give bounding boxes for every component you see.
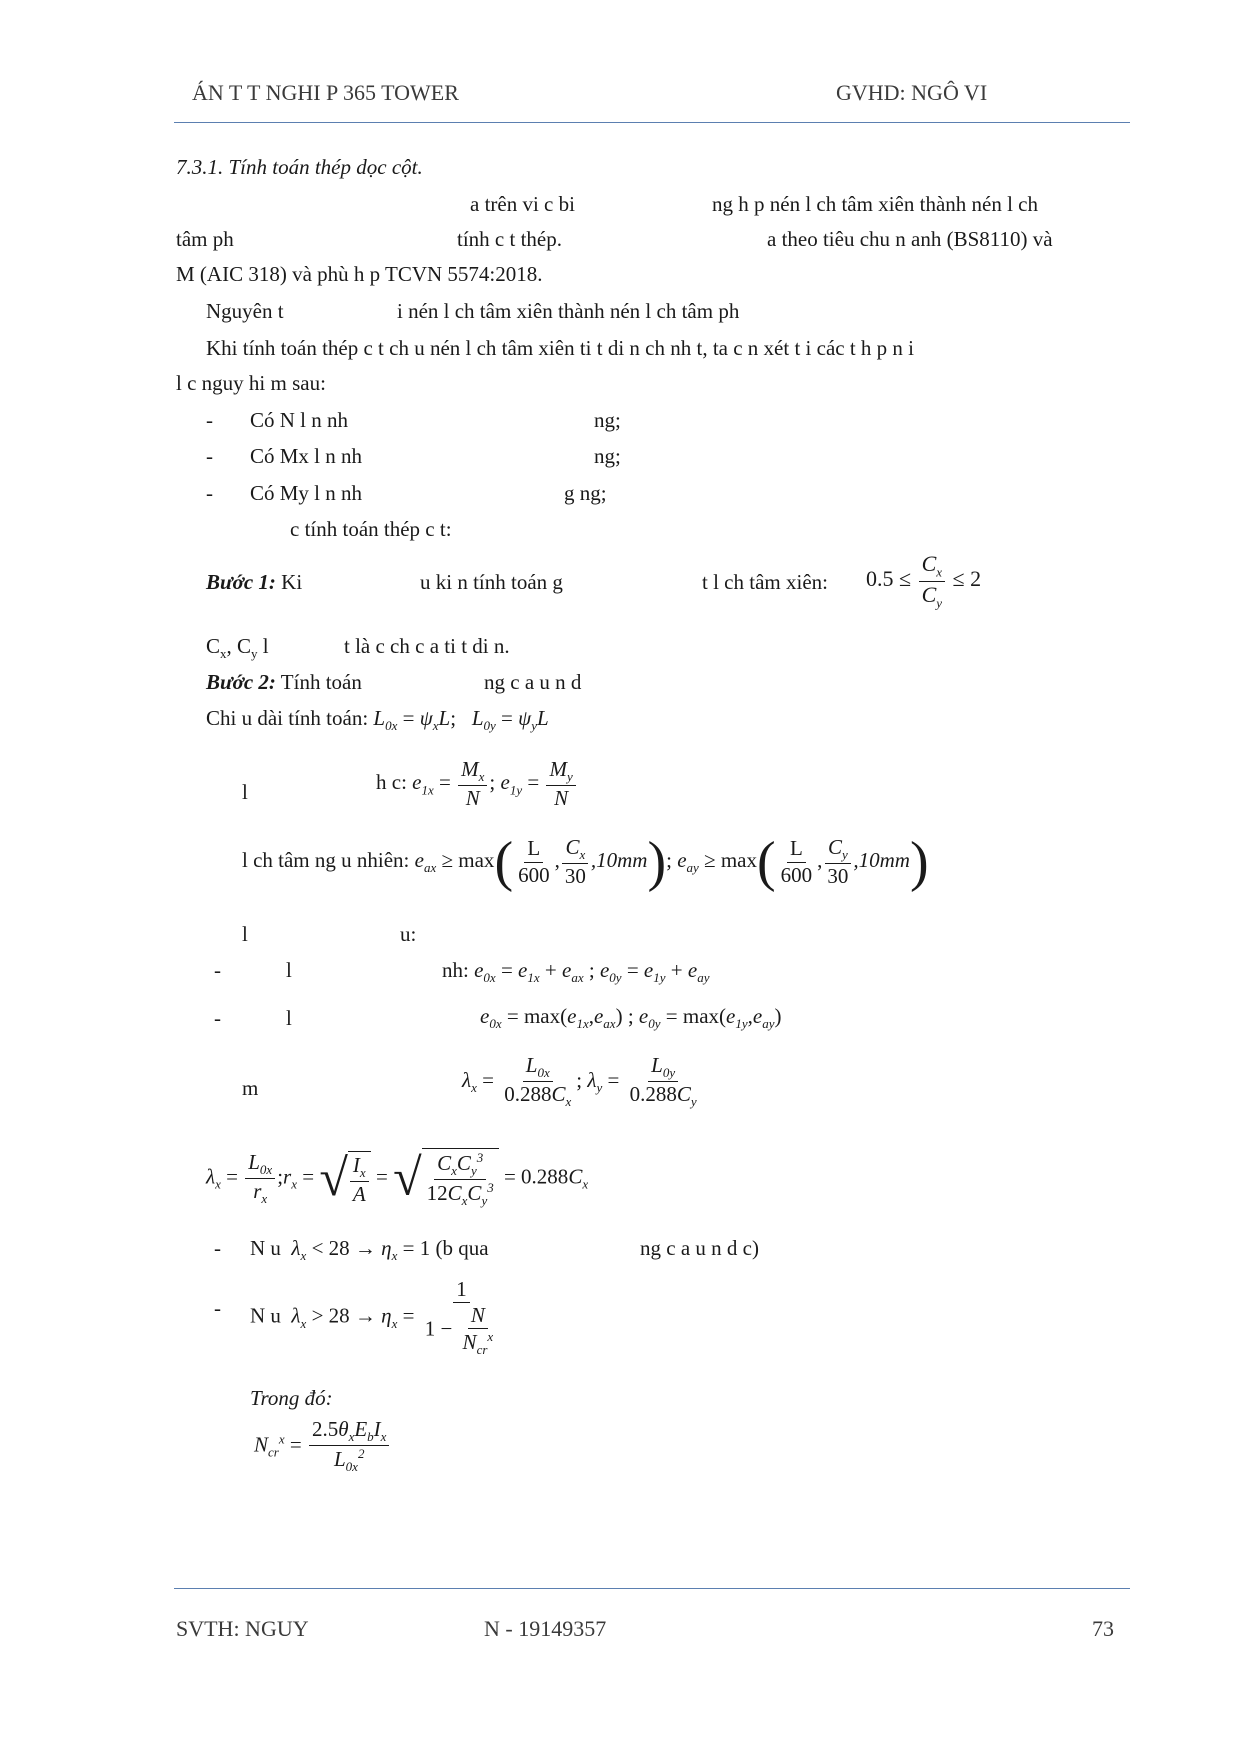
case3-b: g ng; (564, 481, 607, 505)
step1-line (206, 570, 302, 594)
case1-b: ng; (594, 408, 621, 432)
para1-l3: M (AIC 318) và phù h p TCVN 5574:2018. (176, 262, 543, 286)
step1-c: t l ch tâm xiên: (702, 570, 828, 594)
d1-formula: nh: $e_{0x} = e_{1x} + e_{ax}$ ; $e_{0y} = e_{1y} + e_{ay}$ (442, 958, 710, 986)
step1-condition: 0.5 ≤ $\frac{C_x}{C_y}$ ≤ 2 (866, 551, 982, 611)
header-rule (174, 122, 1130, 123)
page-number: 73 (1092, 1616, 1114, 1641)
case1-dash: - (206, 408, 213, 432)
step1-b: u ki n tính toán g (420, 570, 563, 594)
ecc-init-a: l (242, 922, 248, 946)
step1-a: Ki (281, 570, 303, 594)
where-label: Trong đó: (250, 1386, 333, 1410)
n2-dash: - (214, 1296, 221, 1320)
principle-b: i nén l ch tâm xiên thành nén l ch tâm ph (397, 299, 740, 323)
para1-l1b: ng h p nén l ch tâm xiên thành nén l ch (712, 192, 1039, 216)
case3-a: Có My l n nh (250, 481, 363, 505)
n1-formula: N u $\lambda_x < 28 \to \eta_x = 1$ (b qua (250, 1236, 489, 1264)
d2-a: l (286, 1006, 292, 1030)
when-l2: l c nguy hi m sau: (176, 371, 326, 395)
para1-l1a: a trên vi c bi (470, 192, 575, 216)
ecc-init-b: u: (400, 922, 417, 946)
slender-formula: $\lambda_x$ = $\frac{L_{0x}}{0.288C_x}$ ; $\lambda_y$ = $\frac{L_{0y}}{0.288C_y}$ (462, 1053, 697, 1110)
ecc1-formula: h c: $e_{1x}$ = $\frac{M_x}{N}$ ; $e_{1y}$ = $\frac{M_y}{N}$ (376, 758, 578, 811)
ncr-formula: $N_{cr}^x$ = $\frac{2.5\theta_xE_bI_x}{L_{0x}^2}$ (254, 1418, 391, 1475)
step2-b: ng c a u n d (484, 670, 582, 694)
case2-a: Có Mx l n nh (250, 444, 363, 468)
para1-l2c: a theo tiêu chu n anh (BS8110) và (767, 227, 1053, 251)
d1-dash: - (214, 958, 221, 982)
header-right: GVHD: NGÔ VI (836, 80, 988, 105)
case1-a: Có N l n nh (250, 408, 349, 432)
d1-a: l (286, 958, 292, 982)
ecc1-a: l (242, 780, 248, 804)
n1-dash: - (214, 1236, 221, 1260)
steps-title: c tính toán thép c t: (290, 517, 452, 541)
cxcy-f: t là c ch c a ti t di n. (344, 634, 510, 658)
footer-left: SVTH: NGUY (176, 1616, 309, 1641)
section-title: 7.3.1. Tính toán thép dọc cột. (176, 155, 423, 179)
gyration-formula: $\lambda_x$ = $\frac{L_{0x}}{r_x}$ $;r_x$ = √ $\frac{I_x}{A}$ = √ $\frac{C_xC_y^3}{12C_xC_y^3}$ = $0.288C_x$ (206, 1149, 589, 1209)
step2-line: Bước 2: Tính toán (206, 670, 362, 694)
ecc-acc-formula: l ch tâm ng u nhiên: $e_{ax} \ge \max$( $\frac{L}{600}$ , $\frac{C_x}{30}$ ,10mm); $e_{ay} \ge \max$( $\frac{L}{600}$ , $\frac{C_y}{30}$ ,10mm) (242, 831, 929, 893)
case3-dash: - (206, 481, 213, 505)
para1-l2a: tâm ph (176, 227, 234, 251)
when-l1: Khi tính toán thép c t ch u nén l ch tâm xiên ti t di n ch nh t, ta c n xét t i các t h p n i (206, 336, 915, 360)
para1-l2b: tính c t thép. (457, 227, 562, 251)
case2-b: ng; (594, 444, 621, 468)
case2-dash: - (206, 444, 213, 468)
d2-formula: $e_{0x} = \max(e_{1x},e_{ax})$ ; $e_{0y} = \max(e_{1y},e_{ay})$ (480, 1004, 782, 1032)
step2-label: Bước 2: (206, 670, 276, 694)
cxcy-line: $C_x$, $C_y$ l (206, 634, 269, 662)
header-left: ÁN T T NGHI P 365 TOWER (192, 80, 459, 105)
footer-mid: N - 19149357 (484, 1616, 607, 1641)
n1-c: ng c a u n d c) (640, 1236, 759, 1260)
slender-a: m (242, 1076, 259, 1100)
footer-rule (174, 1588, 1130, 1589)
length-line: Chi u dài tính toán: $L_{0x} = \psi_xL$; $L_{0y} = \psi_yL$ (206, 706, 549, 734)
n2-formula: N u $\lambda_x > 28 \to \eta_x$ = 1 1 − $\frac{N}{N_{cr}^x}$ (250, 1277, 494, 1358)
principle-a: Nguyên t (206, 299, 284, 323)
d2-dash: - (214, 1006, 221, 1030)
step1-label: Bước 1: (206, 570, 276, 594)
